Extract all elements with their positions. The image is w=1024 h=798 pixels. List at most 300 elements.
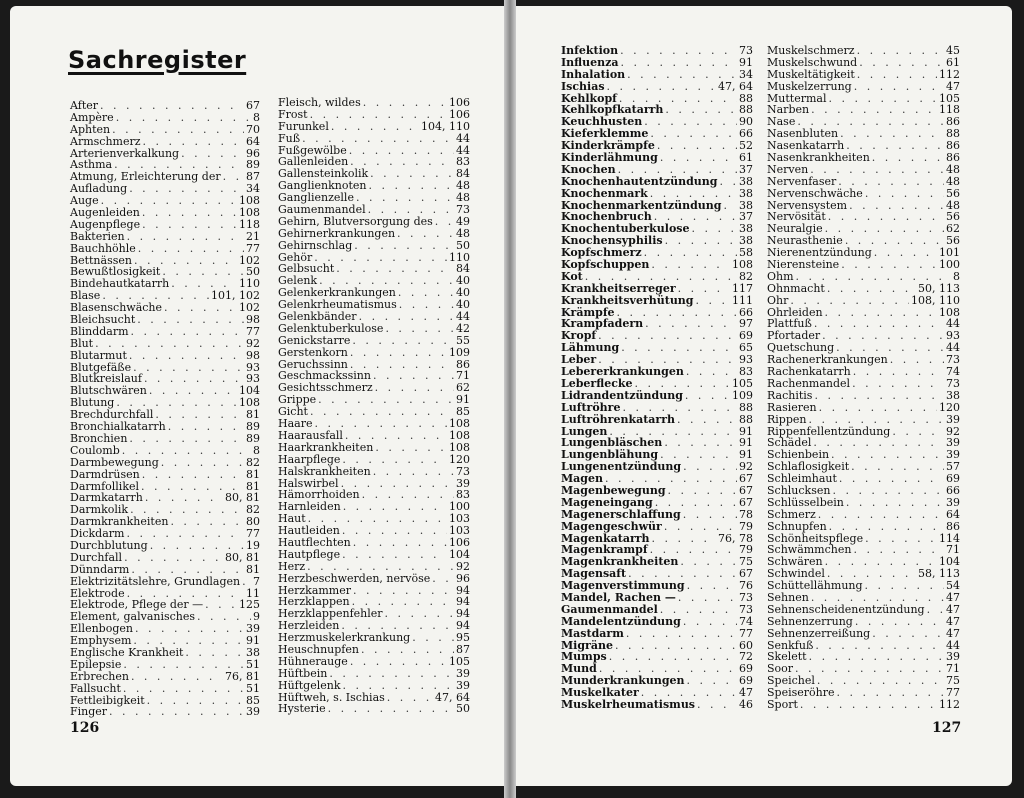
dot-leader <box>683 509 737 521</box>
index-page-ref: 58 <box>739 246 753 260</box>
dot-leader <box>697 699 737 711</box>
index-page-ref: 48 <box>946 198 960 212</box>
index-page-ref: 100 <box>939 258 960 272</box>
dot-leader <box>373 370 454 382</box>
index-page-ref: 106 <box>449 96 470 109</box>
dot-leader <box>615 640 737 652</box>
index-page-ref: 9 <box>253 610 260 624</box>
index-page-ref: 105 <box>939 91 960 105</box>
index-page-ref: 120 <box>449 452 470 466</box>
index-term: Bindehautkatarrh <box>70 277 170 291</box>
index-term: Rippenfellentzündung <box>767 424 891 438</box>
dot-leader <box>655 497 737 509</box>
index-entry <box>767 390 960 402</box>
index-term: Lungenbläschen <box>561 436 663 450</box>
index-term: Bronchien <box>70 431 128 445</box>
index-page-ref: 105 <box>449 654 470 668</box>
index-term: Fußgewölbe <box>278 143 347 157</box>
dot-leader <box>872 152 944 164</box>
index-page-ref: 96 <box>246 146 260 160</box>
index-page-ref: 45 <box>946 44 960 57</box>
index-term: Augenpflege <box>70 217 141 231</box>
index-term: Schlaflosigkeit <box>767 460 850 474</box>
index-term: Magengeschwür <box>561 519 662 533</box>
index-page-ref: 104 <box>239 384 260 398</box>
index-term: Blutgefäße <box>70 360 132 374</box>
index-page-ref: 75 <box>946 674 960 688</box>
index-term: Gesichtsschmerz <box>278 381 373 395</box>
index-page-ref: 108 <box>239 396 260 410</box>
dot-leader <box>832 485 944 497</box>
index-entry <box>278 668 470 680</box>
index-page-ref: 62 <box>456 381 470 395</box>
index-term: Schädel <box>767 436 812 450</box>
index-page-ref: 102 <box>239 301 260 315</box>
index-entry <box>561 509 753 521</box>
dot-leader <box>859 57 944 69</box>
index-page-ref: 94 <box>456 583 470 597</box>
index-page-ref: 81 <box>246 479 260 493</box>
index-term: Soor <box>767 662 794 676</box>
index-page-ref: 71 <box>456 369 470 383</box>
index-page-ref: 87 <box>246 170 260 184</box>
index-page-ref: 83 <box>456 155 470 169</box>
index-page-ref: 104 <box>939 555 960 569</box>
index-page-ref: 92 <box>739 460 753 474</box>
index-page-ref: 44 <box>946 341 960 355</box>
index-page-ref: 95 <box>456 631 470 645</box>
index-term: Epilepsie <box>70 657 122 671</box>
index-entry <box>767 497 960 509</box>
index-page-ref: 67 <box>739 567 753 581</box>
index-term: Asthma <box>70 158 113 172</box>
dot-leader <box>650 128 737 140</box>
dot-leader <box>131 326 244 338</box>
index-entry <box>561 259 753 271</box>
index-page-ref: 56 <box>946 234 960 248</box>
index-term: Ganglienzelle <box>278 191 354 205</box>
dot-leader <box>342 549 447 561</box>
index-term: Bewußtlosigkeit <box>70 265 161 279</box>
index-term: Luftröhre <box>561 400 621 414</box>
index-term: Herzklappen <box>278 595 350 609</box>
index-term: Hautflechten <box>278 535 351 549</box>
dot-leader <box>144 373 244 385</box>
index-page-ref: 77 <box>739 626 753 640</box>
index-term: Muttermal <box>767 91 827 105</box>
index-entry <box>70 136 260 148</box>
dot-leader <box>827 283 916 295</box>
index-page-ref: 106 <box>449 107 470 121</box>
dot-leader <box>825 307 937 319</box>
dot-leader <box>356 192 454 204</box>
index-column-right-1 <box>561 45 753 711</box>
index-page-ref: 92 <box>246 336 260 350</box>
index-term: Nase <box>767 115 796 129</box>
index-page-ref: 67 <box>246 99 260 112</box>
index-term: Nerven <box>767 162 809 176</box>
dot-leader <box>838 176 944 188</box>
book-gutter <box>504 0 516 798</box>
index-entry <box>70 350 260 362</box>
index-entry <box>70 671 260 683</box>
index-term: Elektrizitätslehre, Grundlagen <box>70 574 241 588</box>
dot-leader <box>818 509 944 521</box>
dot-leader <box>363 97 447 109</box>
index-term: Nervösität <box>767 210 826 224</box>
index-term: Aphten <box>70 122 111 136</box>
index-page-ref: 109 <box>449 345 470 359</box>
index-term: Auge <box>70 194 99 208</box>
index-entry <box>278 228 470 240</box>
index-page-ref: 39 <box>456 476 470 490</box>
index-page-ref: 51 <box>246 657 260 671</box>
index-page-ref: 67 <box>739 495 753 509</box>
index-page-ref: 47 <box>946 626 960 640</box>
right-page <box>512 6 1012 786</box>
index-entry <box>561 402 753 414</box>
index-page-ref: 88 <box>946 127 960 141</box>
index-page-ref: 39 <box>456 678 470 692</box>
index-column-left-2 <box>278 97 470 715</box>
dot-leader <box>362 489 454 501</box>
index-term: Magenverstimmung <box>561 579 685 593</box>
dot-leader <box>112 124 244 136</box>
index-page-ref: 92 <box>456 559 470 573</box>
dot-leader <box>143 136 244 148</box>
index-page-ref: 73 <box>739 44 753 57</box>
dot-leader <box>129 183 244 195</box>
index-entry <box>767 628 960 640</box>
dot-leader <box>687 580 737 592</box>
index-entry <box>767 414 960 426</box>
index-term: Nasenbluten <box>767 127 839 141</box>
index-entry <box>767 521 960 533</box>
index-term: Herzbeschwerden, nervöse <box>278 571 431 585</box>
index-page-ref: 108, 110 <box>911 293 960 307</box>
dot-leader <box>680 556 737 568</box>
dot-leader <box>138 243 244 255</box>
index-page-ref: 83 <box>739 365 753 379</box>
dot-leader <box>343 680 455 692</box>
index-page-ref: 88 <box>739 91 753 105</box>
dot-leader <box>343 501 447 513</box>
index-page-ref: 44 <box>456 143 470 157</box>
index-term: Gelbsucht <box>278 262 335 276</box>
dot-leader <box>349 145 454 157</box>
index-page-ref: 47 <box>946 79 960 93</box>
index-term: Ohrleiden <box>767 305 823 319</box>
dot-leader <box>336 263 454 275</box>
index-page-ref: 80 <box>246 515 260 529</box>
index-page-ref: 108 <box>449 417 470 431</box>
dot-leader <box>841 259 937 271</box>
index-page-ref: 56 <box>946 186 960 200</box>
dot-leader <box>828 211 944 223</box>
index-term: Haarpflege <box>278 452 341 466</box>
index-page-ref: 50, 113 <box>918 281 960 295</box>
dot-leader <box>890 354 944 366</box>
index-term: Frost <box>278 107 308 121</box>
index-page-ref: 38 <box>739 186 753 200</box>
index-term: Haare <box>278 417 313 431</box>
dot-leader <box>185 647 244 659</box>
index-entry <box>561 521 753 533</box>
index-page-ref: 110 <box>449 250 470 264</box>
index-term: Lebererkrankungen <box>561 365 684 379</box>
index-term: Erbrechen <box>70 669 129 683</box>
index-term: Nasenkrankheiten <box>767 151 870 165</box>
dot-leader <box>310 109 447 121</box>
index-entry <box>278 216 470 228</box>
index-entry <box>70 469 260 481</box>
index-page-ref: 105 <box>732 376 753 390</box>
index-page-ref: 110 <box>239 277 260 291</box>
index-entry <box>561 295 753 307</box>
index-page-ref: 39 <box>946 448 960 462</box>
dot-leader <box>865 580 944 592</box>
index-term: Rachenkatarrh <box>767 365 851 379</box>
dot-leader <box>810 164 944 176</box>
index-term: Bauchhöhle <box>70 241 136 255</box>
dot-leader <box>853 366 944 378</box>
index-term: Blutschwären <box>70 384 147 398</box>
index-term: Bronchialkatarrh <box>70 420 166 434</box>
index-page-ref: 48 <box>946 174 960 188</box>
page-number-right: 127 <box>932 720 962 736</box>
index-entry <box>70 564 260 576</box>
index-page-ref: 37 <box>739 162 753 176</box>
dot-leader <box>814 390 944 402</box>
dot-leader <box>665 104 737 116</box>
index-term: Magensaft <box>561 567 627 581</box>
dot-leader <box>620 45 737 57</box>
index-entry <box>561 497 753 509</box>
index-term: Coulomb <box>70 443 120 457</box>
index-page-ref: 57 <box>946 460 960 474</box>
index-page-ref: 21 <box>246 229 260 243</box>
index-page-ref: 61 <box>946 55 960 69</box>
index-term: Mandel, Rachen — <box>561 590 676 604</box>
index-page-ref: 91 <box>456 393 470 407</box>
index-term: Fuß <box>278 131 301 145</box>
index-page-ref: 40 <box>456 274 470 288</box>
index-term: Kopfschuppen <box>561 258 650 272</box>
dot-leader <box>813 437 944 449</box>
index-page-ref: 7 <box>253 574 260 588</box>
index-page-ref: 39 <box>946 495 960 509</box>
index-page-ref: 77 <box>246 241 260 255</box>
index-page-ref: 47 <box>946 614 960 628</box>
index-entry <box>561 604 753 616</box>
index-page-ref: 73 <box>456 464 470 478</box>
dot-leader <box>352 335 454 347</box>
index-term: Haarkrankheiten <box>278 440 374 454</box>
index-page-ref: 72 <box>739 650 753 664</box>
dot-leader <box>808 414 944 426</box>
index-term: Rachenmandel <box>767 376 851 390</box>
index-page-ref: 89 <box>246 431 260 445</box>
index-entry <box>278 347 470 359</box>
index-term: Schlucksen <box>767 483 831 497</box>
index-page-ref: 76, 81 <box>225 669 260 683</box>
index-page-ref: 80, 81 <box>225 550 260 564</box>
page-heading: Sachregister <box>68 46 247 74</box>
dot-leader <box>828 93 937 105</box>
index-entry <box>278 656 470 668</box>
index-entry <box>70 231 260 243</box>
index-term: Geruchssinn <box>278 357 348 371</box>
index-page-ref: 39 <box>456 666 470 680</box>
index-page-ref: 61 <box>739 151 753 165</box>
index-page-ref: 39 <box>946 412 960 426</box>
dot-leader <box>133 362 244 374</box>
index-term: Magenkatarrh <box>561 531 650 545</box>
index-term: Kropf <box>561 329 597 343</box>
index-page-ref: 77 <box>246 324 260 338</box>
index-term: Knochenhautentzündung <box>561 174 718 188</box>
dot-leader <box>350 656 447 668</box>
index-term: Schüttellähmung <box>767 579 863 593</box>
index-page-ref: 34 <box>739 67 753 81</box>
index-term: Schwindel <box>767 567 825 581</box>
index-term: Elektrode, Pflege der — <box>70 598 204 612</box>
index-term: Bettnässen <box>70 253 132 267</box>
index-term: Dünndarm <box>70 562 130 576</box>
index-term: Kot <box>561 269 583 283</box>
dot-leader <box>678 283 730 295</box>
index-page-ref: 89 <box>246 158 260 172</box>
index-column-right-2 <box>767 45 960 711</box>
index-page-ref: 50 <box>456 702 470 716</box>
index-page-ref: 66 <box>739 305 753 319</box>
index-page-ref: 91 <box>739 448 753 462</box>
index-term: Sehnenscheidenentzündung <box>767 602 925 616</box>
index-page-ref: 104, 110 <box>421 119 470 133</box>
dot-leader <box>149 385 237 397</box>
index-term: Atmung, Erleichterung der <box>70 170 221 184</box>
index-entry <box>70 326 260 338</box>
index-page-ref: 38 <box>246 645 260 659</box>
index-entry <box>561 699 753 711</box>
index-page-ref: 80, 81 <box>225 491 260 505</box>
dot-leader <box>650 188 737 200</box>
dot-leader <box>621 57 737 69</box>
index-term: Gallensteinkolik <box>278 167 369 181</box>
index-entry <box>278 561 470 573</box>
index-term: Pfortader <box>767 329 821 343</box>
index-page-ref: 106 <box>449 535 470 549</box>
index-term: Hühnerauge <box>278 654 348 668</box>
dot-leader <box>328 703 454 715</box>
dot-leader <box>223 171 244 183</box>
index-term: Ganglienknoten <box>278 179 367 193</box>
index-term: Blase <box>70 289 101 303</box>
index-page-ref: 39 <box>246 622 260 636</box>
index-page-ref: 83 <box>456 488 470 502</box>
index-page-ref: 49 <box>456 214 470 228</box>
index-term: Skelett <box>767 650 807 664</box>
index-page-ref: 84 <box>456 262 470 276</box>
index-page-ref: 66 <box>739 127 753 141</box>
index-term: After <box>70 99 99 112</box>
index-term: Haarausfall <box>278 428 343 442</box>
index-page-ref: 94 <box>456 607 470 621</box>
index-term: Bakterien <box>70 229 125 243</box>
index-page-ref: 73 <box>946 353 960 367</box>
index-page-ref: 94 <box>456 595 470 609</box>
dot-leader <box>677 414 737 426</box>
dot-leader <box>668 485 737 497</box>
index-page-ref: 64 <box>246 134 260 148</box>
index-page-ref: 42 <box>456 321 470 335</box>
dot-leader <box>854 81 944 93</box>
index-term: Gerstenkorn <box>278 345 348 359</box>
index-term: Fallsucht <box>70 681 121 695</box>
index-term: Lungenblähung <box>561 448 659 462</box>
index-entry <box>278 466 470 478</box>
index-page-ref: 85 <box>246 693 260 707</box>
dot-leader <box>131 564 244 576</box>
dot-leader <box>353 537 447 549</box>
index-entry <box>561 390 753 402</box>
dot-leader <box>124 552 223 564</box>
index-page-ref: 102 <box>239 253 260 267</box>
index-term: Kehlkopf <box>561 91 617 105</box>
index-term: Munderkrankungen <box>561 674 685 688</box>
dot-leader <box>829 521 944 533</box>
index-page-ref: 50 <box>246 265 260 279</box>
index-page-ref: 103 <box>449 512 470 526</box>
index-term: Ohm <box>767 269 794 283</box>
index-term: Schienbein <box>767 448 830 462</box>
dot-leader <box>849 200 944 212</box>
index-term: Gehirnschlag <box>278 238 353 252</box>
index-entry <box>767 69 960 81</box>
index-term: Durchblutung <box>70 538 148 552</box>
index-entry <box>767 188 960 200</box>
index-page-ref: 47 <box>946 590 960 604</box>
index-entry <box>278 121 470 133</box>
index-entry <box>278 703 470 715</box>
index-page-ref: 69 <box>739 674 753 688</box>
index-entry <box>561 283 753 295</box>
index-term: Darmkrankheiten <box>70 515 169 529</box>
dot-leader <box>622 402 737 414</box>
index-page-ref: 65 <box>739 341 753 355</box>
index-page-ref: 88 <box>739 400 753 414</box>
index-term: Speichel <box>767 674 815 688</box>
index-term: Krankheitserreger <box>561 281 676 295</box>
index-term: Plattfuß <box>767 317 812 331</box>
index-term: Halskrankheiten <box>278 464 371 478</box>
index-page-ref: 86 <box>946 115 960 129</box>
index-page-ref: 73 <box>456 203 470 217</box>
index-page-ref: 103 <box>449 524 470 538</box>
dot-leader <box>644 247 737 259</box>
index-page-ref: 77 <box>946 686 960 700</box>
index-page-ref: 98 <box>246 348 260 362</box>
index-entry <box>70 683 260 695</box>
index-entry <box>561 69 753 81</box>
dot-leader <box>822 330 944 342</box>
dot-leader <box>609 651 737 663</box>
index-term: Mageneingang <box>561 495 653 509</box>
index-page-ref: 108 <box>449 440 470 454</box>
dot-leader <box>696 295 731 307</box>
index-term: Elektrode <box>70 586 125 600</box>
index-term: Hüftweh, s. Ischias <box>278 690 385 704</box>
